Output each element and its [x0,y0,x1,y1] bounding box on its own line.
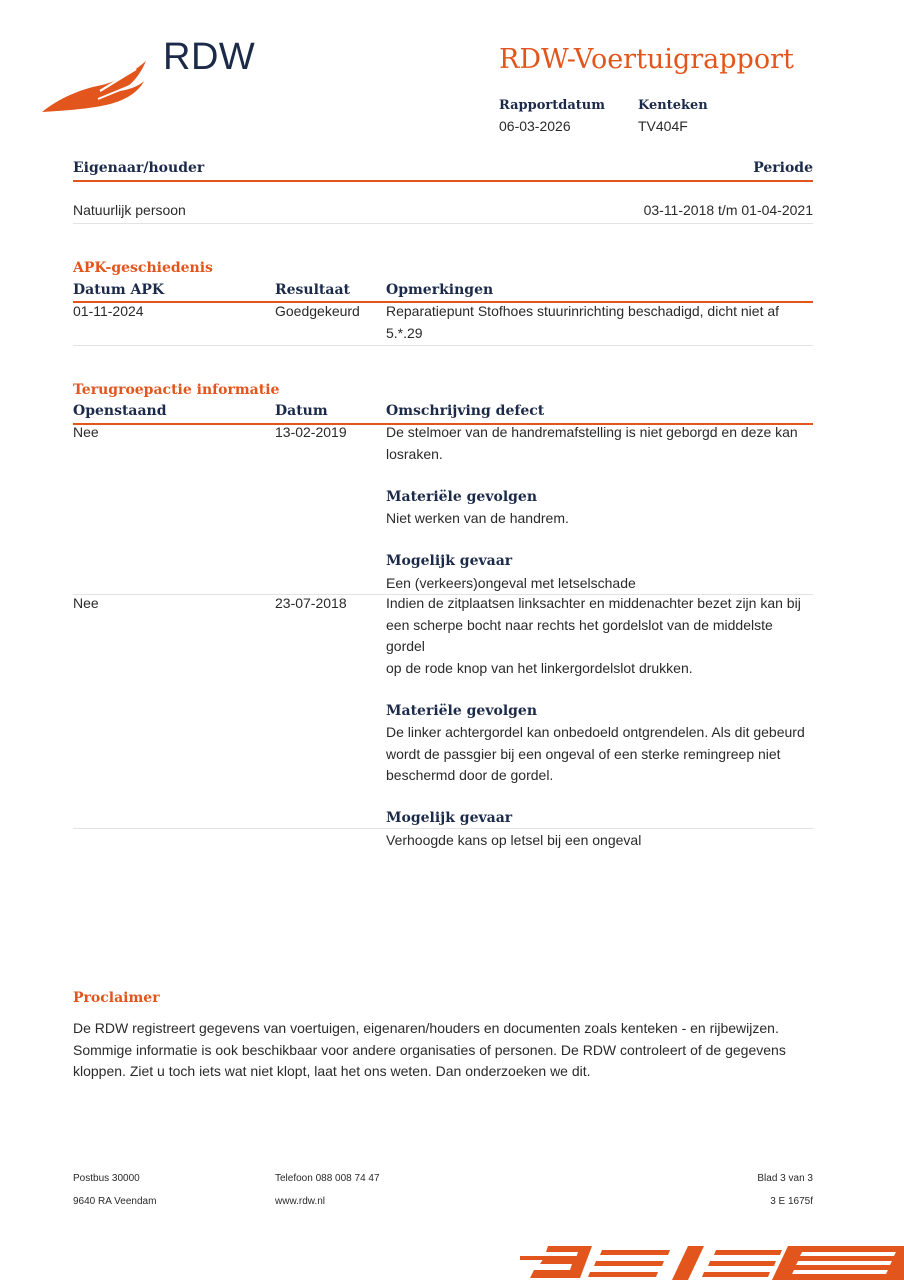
disclaimer-line: kloppen. Ziet u toch iets wat niet klopt, laat het ons weten. Dan onderzoeken we dit. [73,1063,591,1079]
period-label: Periode [753,160,813,176]
period-value: 03-11-2018 t/m 01-04-2021 [643,202,813,218]
recall-desc-line: op de rode knop van het linkergordelslot drukken. [386,659,693,676]
recall-row-rule [73,828,813,829]
recall-section-title: Terugroepactie informatie [73,382,280,398]
recall-row-description [386,593,813,851]
danger-label: Mogelijk gevaar [386,553,513,569]
apk-remarks-line: Reparatiepunt Stofhoes stuurinrichting beschadigd, dicht niet af [386,303,780,319]
consequences-line: wordt de passgier bij een ongeval of een sterke remingreep niet [386,745,781,762]
footer-website[interactable]: www.rdw.nl [275,1196,326,1207]
document-title: RDW-Voertuigrapport [499,44,794,75]
plate-value: TV404F [638,118,688,134]
rdw-speed-stripes-icon [520,1244,904,1280]
brand-name: RDW [163,36,256,78]
recall-row-date: 13-02-2019 [275,424,347,440]
apk-row-date: 01-11-2024 [73,303,144,319]
disclaimer-title: Proclaimer [73,990,160,1006]
apk-remarks-line: 5.*.29 [386,324,423,341]
footer-page-number: Blad 3 van 3 [757,1173,813,1184]
owner-value: Natuurlijk persoon [73,202,186,218]
owner-row-rule [73,223,813,224]
disclaimer-text [73,1018,813,1083]
recall-desc-line: De stelmoer van de handremafstelling is niet geborgd en deze kan [386,424,798,440]
owner-label: Eigenaar/houder [73,160,205,176]
report-date-label: Rapportdatum [499,98,605,113]
consequences-label: Materiële gevolgen [386,702,538,719]
danger-text: Een (verkeers)ongeval met letselschade [386,574,636,591]
recall-row-open: Nee [73,595,99,611]
footer-address-line: Postbus 30000 [73,1173,140,1184]
apk-section-title: APK-geschiedenis [73,260,213,276]
consequences-line: beschermd door de gordel. [386,767,554,783]
recall-desc-line: losraken. [386,445,443,462]
recall-row-date: 23-07-2018 [275,595,347,611]
apk-row-result: Goedgekeurd [275,303,360,319]
disclaimer-line: Sommige informatie is ook beschikbaar voor andere organisaties of personen. De RDW controleert of de gegevens [73,1041,786,1058]
recall-col-desc: Omschrijving defect [386,403,545,419]
report-date-value: 06-03-2026 [499,118,571,134]
footer-address-line: 9640 RA Veendam [73,1196,157,1207]
recall-row-open: Nee [73,424,99,440]
recall-desc-line: een scherpe bocht naar rechts het gordelslot van de middelste gordel [386,616,773,654]
apk-col-result: Resultaat [275,282,350,298]
disclaimer-line: De RDW registreert gegevens van voertuigen, eigenaren/houders en documenten zoals kenteken - en rijbewijzen. [73,1020,779,1036]
recall-row-description [386,422,813,594]
danger-label: Mogelijk gevaar [386,810,513,826]
apk-row-remarks [386,301,813,344]
plate-label: Kenteken [638,98,708,113]
footer-phone: Telefoon 088 008 74 47 [275,1173,380,1184]
footer-document-code: 3 E 1675f [770,1196,813,1207]
apk-col-remarks: Opmerkingen [386,282,494,298]
consequences-label: Materiële gevolgen [386,488,538,505]
recall-desc-line: Indien de zitplaatsen linksachter en middenachter bezet zijn kan bij [386,595,801,611]
rdw-wing-logo-icon [40,55,150,115]
danger-text: Verhoogde kans op letsel bij een ongeval [386,831,642,848]
owner-header-rule [73,180,813,182]
apk-col-date: Datum APK [73,282,165,298]
consequences-line: De linker achtergordel kan onbedoeld ontgrendelen. Als dit gebeurd [386,724,805,740]
recall-col-open: Openstaand [73,403,167,419]
consequences-line: Niet werken van de handrem. [386,510,569,526]
recall-col-date: Datum [275,403,328,419]
apk-row-rule [73,345,813,346]
